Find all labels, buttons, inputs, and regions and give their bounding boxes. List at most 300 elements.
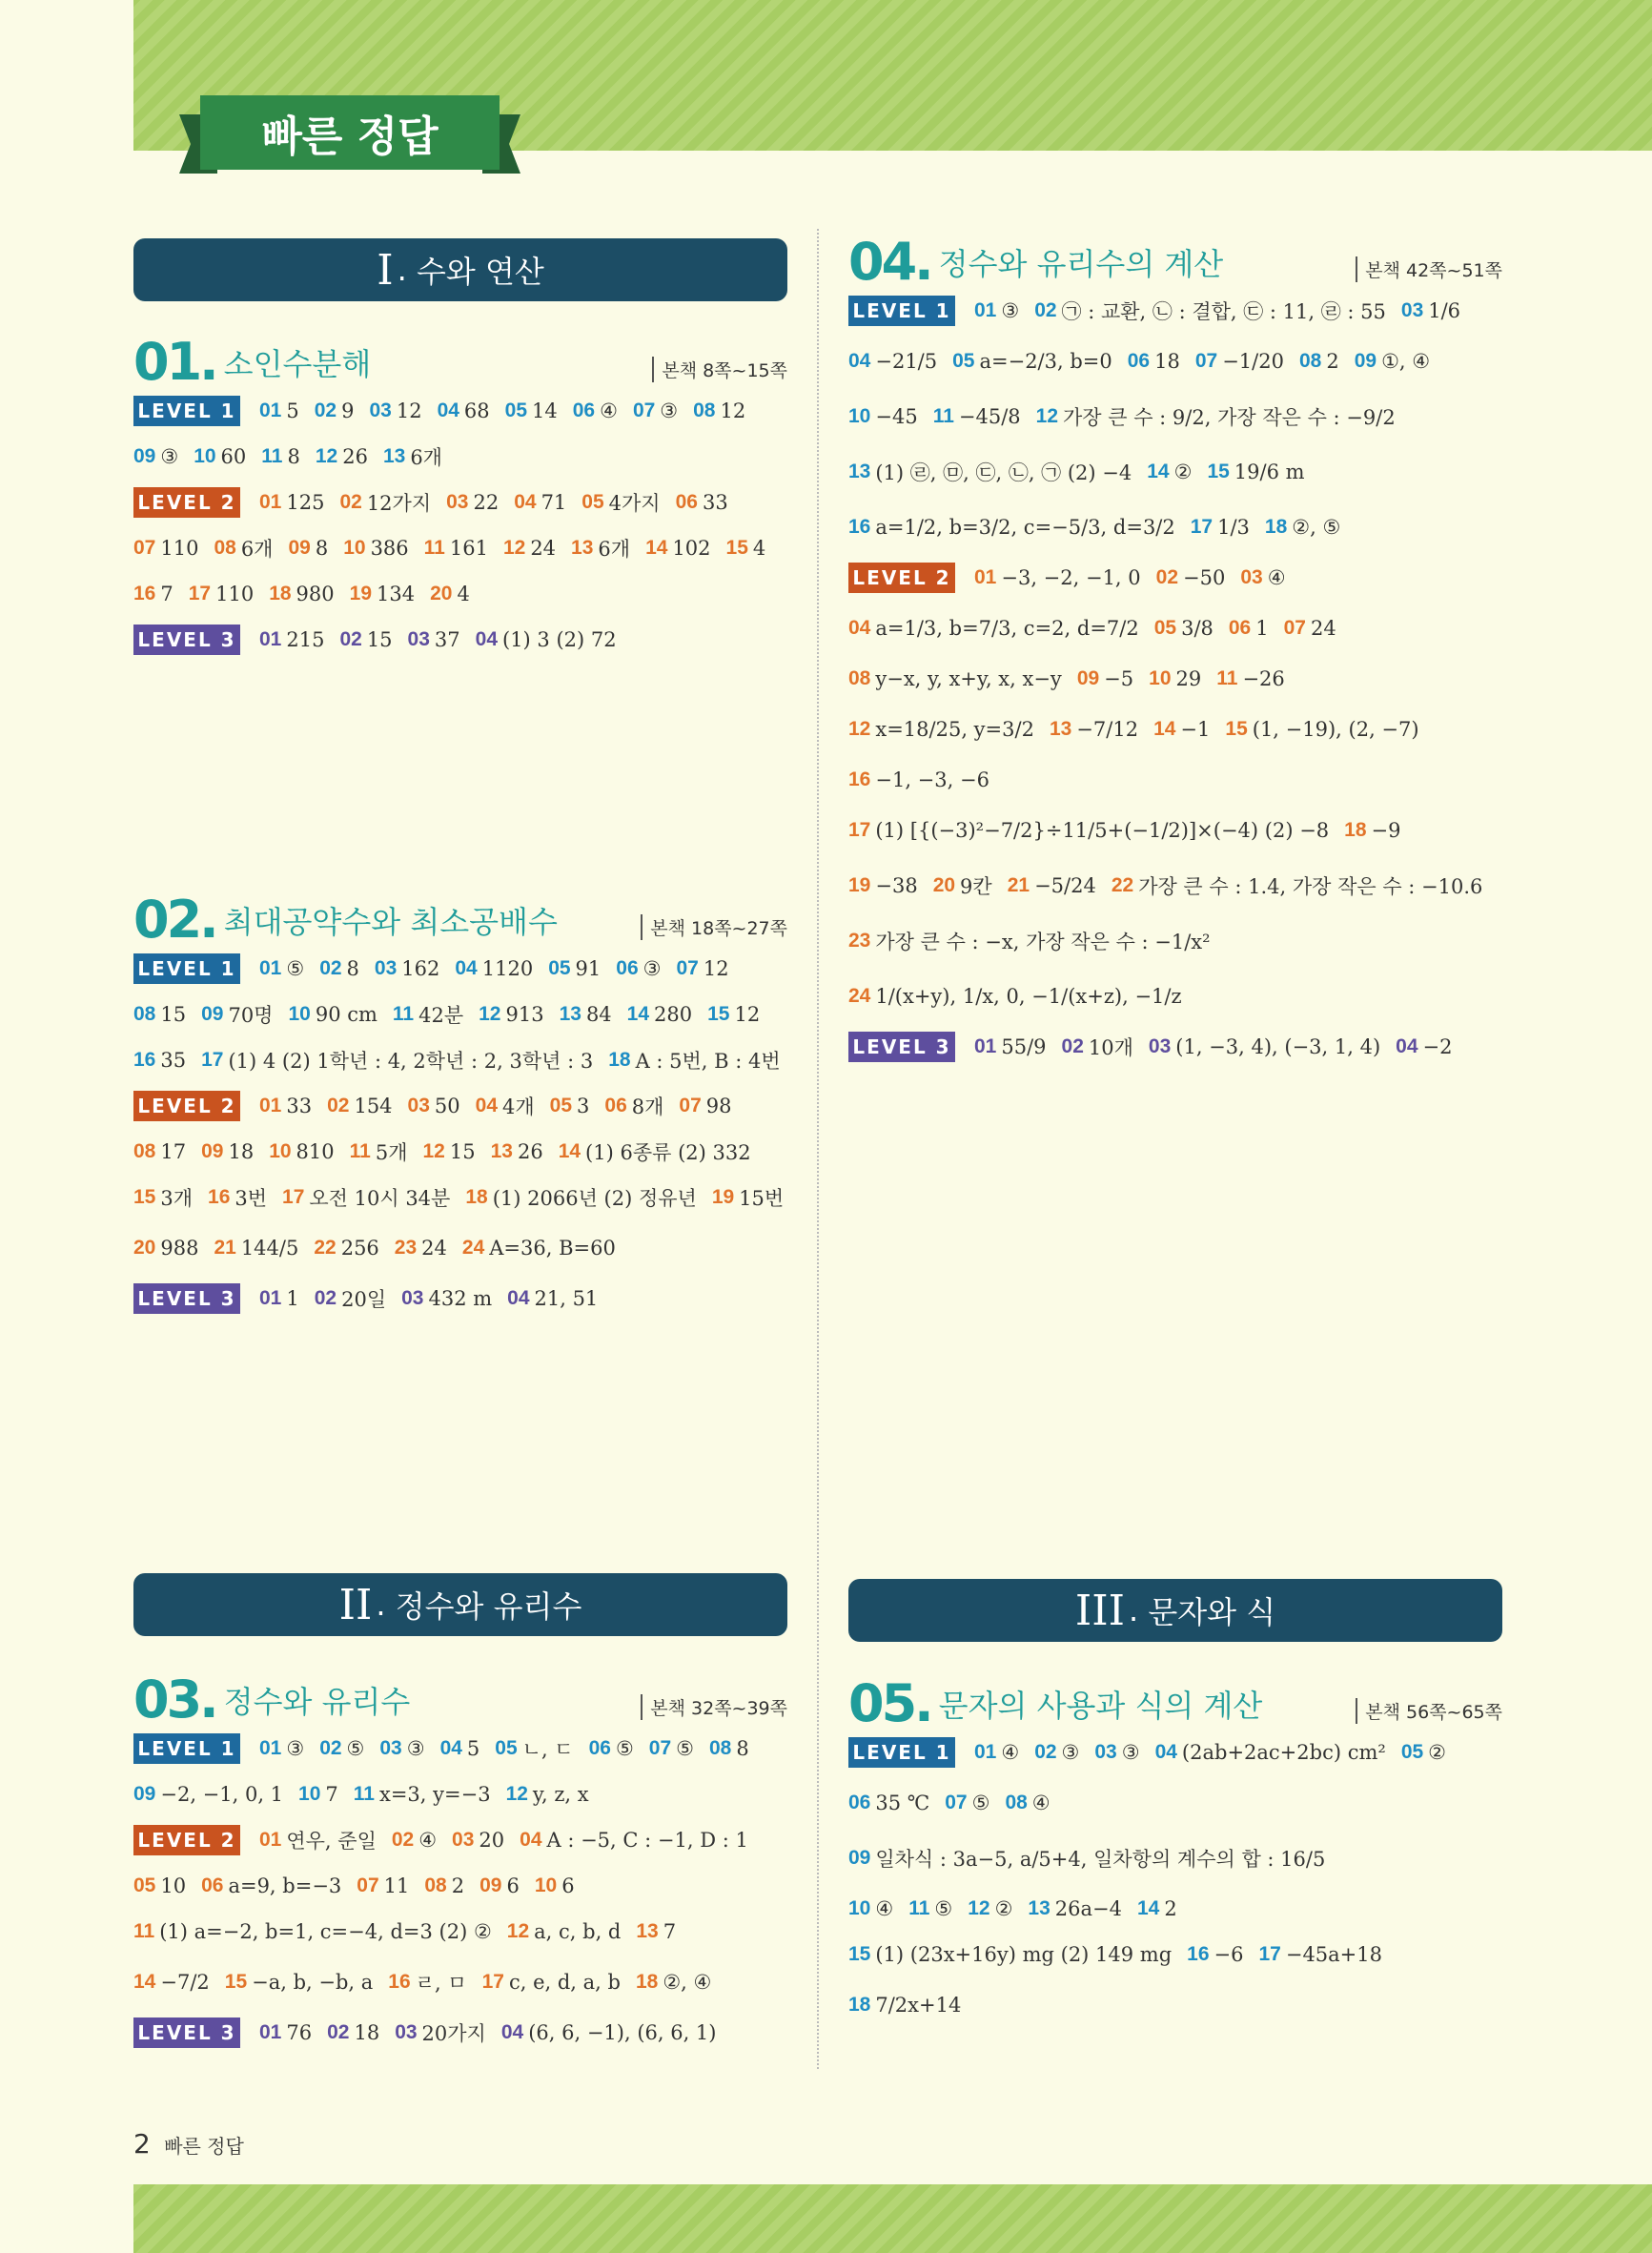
answer-line bbox=[133, 571, 787, 617]
question-number: 21 bbox=[214, 1237, 236, 1259]
question-number: 05 bbox=[1153, 617, 1177, 639]
chapter-banner-3 bbox=[848, 1579, 1502, 1642]
answer-value: 26 bbox=[517, 1140, 543, 1163]
answer-item bbox=[1062, 1033, 1133, 1061]
answer-item bbox=[288, 1003, 377, 1026]
question-number: 01 bbox=[974, 1741, 997, 1763]
answer-item bbox=[395, 2018, 486, 2047]
question-number: 12 bbox=[848, 718, 871, 740]
question-number: 07 bbox=[945, 1792, 968, 1813]
question-number: 07 bbox=[1194, 350, 1218, 372]
answer-value: 5개 bbox=[375, 1141, 408, 1164]
answer-value: 8 bbox=[736, 1737, 749, 1760]
answer-item bbox=[559, 1137, 751, 1166]
answer-value: −7/12 bbox=[1076, 718, 1139, 741]
answer-value: 12 bbox=[703, 957, 729, 980]
question-number: 01 bbox=[259, 399, 282, 421]
section-title: 최대공약수와 최소공배수 bbox=[223, 904, 558, 940]
page-footer bbox=[133, 2128, 244, 2160]
footer-label: 빠른 정답 bbox=[164, 2135, 244, 2158]
question-number: 06 bbox=[572, 399, 596, 421]
answer-item bbox=[133, 537, 198, 560]
answer-value: 18 bbox=[228, 1140, 255, 1163]
answer-value: a=1/3, b=7/3, c=2, d=7/2 bbox=[875, 617, 1139, 640]
question-number: 12 bbox=[422, 1140, 445, 1162]
answer-value: 60 bbox=[220, 445, 247, 468]
question-number: 02 bbox=[339, 628, 362, 650]
answer-item bbox=[438, 399, 490, 422]
question-number: 04 bbox=[439, 1737, 462, 1759]
question-number: 18 bbox=[635, 1971, 659, 1993]
question-number: 17 bbox=[201, 1049, 224, 1071]
chapter-roman: II bbox=[338, 1580, 373, 1629]
answer-item bbox=[319, 957, 359, 980]
answer-value: 4 bbox=[457, 583, 470, 605]
answer-item bbox=[401, 1287, 492, 1310]
chapter-dot: . bbox=[376, 1587, 386, 1623]
answer-value: (1) 3 (2) 72 bbox=[502, 628, 617, 651]
answer-value: 6개 bbox=[410, 446, 442, 469]
answer-value: ㄴ, ㄷ bbox=[521, 1738, 574, 1761]
answer-value: ②, ④ bbox=[663, 1971, 712, 1994]
question-number: 13 bbox=[1028, 1897, 1050, 1919]
answer-value: 134 bbox=[377, 583, 416, 605]
answer-item bbox=[848, 458, 1132, 486]
answer-item bbox=[1265, 516, 1340, 539]
answer-item bbox=[514, 491, 566, 514]
question-number: 06 bbox=[1228, 617, 1252, 639]
answer-value: −2 bbox=[1422, 1035, 1453, 1058]
section-03 bbox=[133, 1667, 787, 2056]
question-number: 16 bbox=[848, 768, 871, 790]
chapter-title: 문자와 식 bbox=[1148, 1594, 1276, 1630]
answer-value: 110 bbox=[160, 537, 199, 560]
answer-value: 7/2x+14 bbox=[875, 1994, 962, 2017]
answer-value: 4가지 bbox=[608, 492, 661, 515]
answer-line bbox=[848, 601, 1502, 656]
answer-item bbox=[627, 1003, 692, 1026]
answer-item bbox=[314, 1237, 378, 1260]
level-badge: LEVEL 2 bbox=[133, 1091, 240, 1121]
answer-value: 1 bbox=[286, 1287, 299, 1310]
answer-line bbox=[848, 757, 1502, 803]
question-number: 01 bbox=[259, 1829, 282, 1851]
question-number: 07 bbox=[357, 1874, 379, 1896]
question-number: 05 bbox=[504, 399, 528, 421]
answer-item bbox=[201, 1874, 341, 1897]
answer-value: 125 bbox=[286, 491, 325, 514]
answer-value: 24 bbox=[421, 1237, 447, 1260]
answer-item bbox=[133, 1237, 198, 1260]
answer-item bbox=[1284, 617, 1336, 640]
answer-line bbox=[133, 1037, 787, 1083]
answer-item bbox=[261, 445, 300, 468]
question-number: 14 bbox=[1147, 461, 1170, 482]
question-number: 10 bbox=[194, 445, 216, 467]
answer-line bbox=[133, 525, 787, 571]
question-number: 06 bbox=[604, 1095, 627, 1116]
question-number: 06 bbox=[1127, 350, 1151, 372]
question-number: 15 bbox=[1207, 461, 1230, 482]
answer-item bbox=[1156, 566, 1226, 589]
answer-value: (1) 4 (2) 1학년 : 4, 2학년 : 2, 3학년 : 3 bbox=[228, 1050, 594, 1073]
question-number: 23 bbox=[394, 1237, 418, 1259]
question-number: 16 bbox=[1187, 1943, 1210, 1965]
answer-value: (1, −3, 4), (−3, 1, 4) bbox=[1175, 1035, 1381, 1058]
answer-value: 102 bbox=[672, 537, 711, 560]
answer-line bbox=[848, 1024, 1502, 1070]
answer-item bbox=[560, 1003, 612, 1026]
answer-value: 913 bbox=[505, 1003, 544, 1026]
question-number: 03 bbox=[407, 1095, 430, 1116]
answer-item bbox=[316, 445, 368, 468]
answer-value: 가장 큰 수 : 1.4, 가장 작은 수 : −10.6 bbox=[1138, 875, 1483, 898]
answer-value: 90 cm bbox=[315, 1003, 377, 1026]
page-reference: 본책 56쪽~65쪽 bbox=[1356, 1698, 1502, 1724]
answer-item bbox=[392, 1829, 437, 1852]
question-number: 12 bbox=[502, 537, 526, 559]
answer-item bbox=[848, 1897, 893, 1920]
question-number: 11 bbox=[261, 445, 283, 467]
answer-item bbox=[269, 583, 334, 605]
answer-item bbox=[133, 1920, 492, 1943]
answer-item bbox=[945, 1792, 989, 1814]
answer-value: ⑤ bbox=[676, 1737, 694, 1760]
answer-item bbox=[1396, 1035, 1452, 1058]
answer-value: (1) (23x+16y) mg (2) 149 mg bbox=[875, 1943, 1173, 1966]
answer-value: 가장 큰 수 : 9/2, 가장 작은 수 : −9/2 bbox=[1063, 406, 1396, 429]
answer-line bbox=[848, 389, 1502, 444]
answer-value: 22 bbox=[473, 491, 500, 514]
section-header bbox=[848, 1670, 1502, 1733]
answer-item bbox=[974, 299, 1019, 322]
answer-value: (1) 6종류 (2) 332 bbox=[585, 1141, 751, 1164]
question-number: 03 bbox=[1094, 1741, 1117, 1763]
question-number: 09 bbox=[848, 1847, 871, 1869]
bottom-stripe-band bbox=[133, 2184, 1652, 2253]
question-number: 04 bbox=[1396, 1035, 1418, 1057]
question-number: 16 bbox=[133, 1049, 156, 1071]
answer-item bbox=[491, 1140, 543, 1163]
answer-item bbox=[535, 1874, 575, 1897]
answer-item bbox=[1149, 667, 1201, 690]
answer-value: 1/3 bbox=[1217, 516, 1250, 539]
answer-item bbox=[133, 445, 178, 468]
answer-line bbox=[848, 288, 1502, 334]
answer-item bbox=[465, 1183, 696, 1212]
answer-item bbox=[1005, 1792, 1050, 1814]
answer-value: ③ bbox=[160, 445, 179, 468]
answer-item bbox=[1077, 667, 1133, 690]
question-number: 16 bbox=[208, 1186, 231, 1208]
answer-item bbox=[259, 1826, 377, 1854]
answer-item bbox=[520, 1829, 748, 1852]
answer-item bbox=[379, 1737, 424, 1760]
question-number: 13 bbox=[490, 1140, 513, 1162]
answer-value: 14 bbox=[532, 399, 558, 422]
answer-line bbox=[133, 1220, 787, 1276]
answer-line bbox=[848, 1886, 1502, 1932]
answer-value: 215 bbox=[286, 628, 325, 651]
question-number: 04 bbox=[500, 2021, 524, 2043]
answer-item bbox=[214, 1237, 298, 1260]
answer-item bbox=[1112, 871, 1483, 900]
question-number: 12 bbox=[506, 1920, 530, 1942]
answer-line bbox=[133, 1276, 787, 1321]
answer-value: ④ bbox=[1001, 1741, 1020, 1764]
answer-value: ⑤ bbox=[934, 1897, 953, 1920]
answer-value: 256 bbox=[340, 1237, 379, 1260]
answer-item bbox=[573, 399, 618, 422]
answer-item bbox=[343, 537, 408, 560]
answer-item bbox=[848, 516, 1175, 539]
question-number: 08 bbox=[1298, 350, 1322, 372]
answer-item bbox=[395, 1237, 447, 1260]
answer-item bbox=[315, 1284, 386, 1313]
section-title: 정수와 유리수의 계산 bbox=[938, 246, 1224, 282]
answer-item bbox=[726, 537, 766, 560]
question-number: 18 bbox=[1344, 819, 1367, 841]
answer-item bbox=[1216, 667, 1285, 690]
question-number: 06 bbox=[201, 1874, 224, 1896]
question-number: 07 bbox=[632, 399, 656, 421]
answer-value: c, e, d, a, b bbox=[508, 1971, 621, 1994]
answer-value: (1) [{(−3)²−7/2}÷11/5+(−1/2)]×(−4) (2) −8 bbox=[875, 819, 1330, 842]
answer-value: 55/9 bbox=[1001, 1035, 1047, 1058]
answer-item bbox=[315, 399, 355, 422]
answer-value: 1120 bbox=[481, 957, 534, 980]
level-badge: LEVEL 2 bbox=[848, 563, 955, 593]
question-number: 04 bbox=[475, 1095, 498, 1116]
answer-value: 71 bbox=[540, 491, 567, 514]
answer-item bbox=[505, 399, 558, 422]
answer-item bbox=[571, 534, 630, 563]
answer-item bbox=[430, 583, 470, 605]
answer-item bbox=[589, 1737, 634, 1760]
answer-value: 15 bbox=[160, 1003, 187, 1026]
answer-item bbox=[848, 1943, 1172, 1966]
answer-value: ③ bbox=[660, 399, 679, 422]
answer-item bbox=[350, 1137, 408, 1166]
answer-value: A : −5, C : −1, D : 1 bbox=[546, 1829, 748, 1852]
level-badge: LEVEL 1 bbox=[133, 396, 240, 426]
answer-value: 8 bbox=[315, 537, 329, 560]
answer-value: 432 m bbox=[428, 1287, 493, 1310]
answer-value: 2 bbox=[1164, 1897, 1177, 1920]
answer-value: ④ bbox=[1031, 1792, 1050, 1814]
question-number: 22 bbox=[1111, 874, 1134, 896]
answer-value: 17 bbox=[160, 1140, 187, 1163]
answer-item bbox=[383, 442, 442, 471]
answer-item bbox=[709, 1737, 749, 1760]
section-05 bbox=[848, 1670, 1502, 2033]
answer-value: ⑤ bbox=[971, 1792, 990, 1814]
answer-value: ⑤ bbox=[615, 1737, 634, 1760]
answer-item bbox=[479, 1874, 520, 1897]
answer-value: −7/2 bbox=[160, 1971, 210, 1994]
answer-item bbox=[259, 2021, 312, 2044]
answer-item bbox=[1355, 350, 1430, 373]
level-badge: LEVEL 1 bbox=[848, 1737, 955, 1768]
answer-line bbox=[133, 1726, 787, 1772]
question-number: 24 bbox=[461, 1237, 485, 1259]
answer-value: ⑤ bbox=[286, 957, 305, 980]
answer-item bbox=[393, 1000, 463, 1029]
answer-item bbox=[423, 1140, 476, 1163]
chapter-banner-2 bbox=[133, 1573, 787, 1636]
section-number: 01. bbox=[133, 332, 216, 392]
answer-item bbox=[1128, 350, 1180, 373]
answer-item bbox=[259, 1737, 304, 1760]
question-number: 15 bbox=[707, 1003, 730, 1025]
answer-line bbox=[848, 1730, 1502, 1775]
answer-value: −45a+18 bbox=[1285, 1943, 1382, 1966]
question-number: 09 bbox=[1076, 667, 1100, 689]
answer-value: 6개 bbox=[240, 538, 274, 561]
answer-item bbox=[369, 399, 421, 422]
answer-value: 15번 bbox=[739, 1187, 785, 1210]
answer-value: (1, −19), (2, −7) bbox=[1252, 718, 1419, 741]
answer-value: 9칸 bbox=[960, 875, 992, 898]
chapter-dot: . bbox=[1128, 1592, 1139, 1628]
question-number: 18 bbox=[269, 583, 292, 604]
question-number: 14 bbox=[1136, 1897, 1160, 1919]
answer-value: 91 bbox=[575, 957, 602, 980]
answer-value: (2ab+2ac+2bc) cm² bbox=[1181, 1741, 1386, 1764]
answer-value: 154 bbox=[354, 1095, 393, 1117]
level-badge: LEVEL 3 bbox=[133, 625, 240, 655]
answer-item bbox=[848, 819, 1329, 842]
answer-value: 810 bbox=[296, 1140, 335, 1163]
question-number: 07 bbox=[679, 1095, 702, 1116]
answer-item bbox=[636, 1920, 676, 1943]
question-number: 06 bbox=[588, 1737, 611, 1759]
answer-value: 12가지 bbox=[366, 492, 432, 515]
answer-item bbox=[133, 1003, 186, 1026]
answer-item bbox=[848, 1844, 1325, 1873]
answer-value: 1/(x+y), 1/x, 0, −1/(x+z), −1/z bbox=[875, 985, 1182, 1008]
answer-item bbox=[1094, 1741, 1139, 1764]
question-number: 13 bbox=[571, 537, 594, 559]
answer-value: −6 bbox=[1214, 1943, 1244, 1966]
answer-value: ③ bbox=[1001, 299, 1020, 322]
question-number: 04 bbox=[1154, 1741, 1177, 1763]
answer-item bbox=[712, 1183, 784, 1212]
answer-item bbox=[452, 1829, 504, 1852]
question-number: 11 bbox=[423, 537, 445, 559]
question-number: 08 bbox=[708, 1737, 732, 1759]
section-number: 02. bbox=[133, 890, 216, 950]
answer-value: 11 bbox=[383, 1874, 410, 1897]
section-number: 04. bbox=[848, 232, 931, 292]
question-number: 09 bbox=[1354, 350, 1377, 372]
question-number: 03 bbox=[452, 1829, 475, 1851]
answer-value: 35 bbox=[160, 1049, 187, 1072]
question-number: 03 bbox=[395, 2021, 418, 2043]
answer-value: 18 bbox=[1154, 350, 1180, 373]
answer-value: −1, −3, −6 bbox=[875, 768, 989, 791]
answer-item bbox=[298, 1783, 338, 1806]
question-number: 20 bbox=[932, 874, 956, 896]
answer-value: 26a−4 bbox=[1054, 1897, 1122, 1920]
question-number: 01 bbox=[259, 957, 282, 979]
answer-item bbox=[408, 1095, 460, 1117]
question-number: 05 bbox=[1400, 1741, 1424, 1763]
answer-item bbox=[645, 537, 710, 560]
answer-item bbox=[1034, 297, 1386, 325]
answer-value: x=18/25, y=3/2 bbox=[875, 718, 1034, 741]
level-badge: LEVEL 3 bbox=[848, 1032, 955, 1062]
answer-value: 8개 bbox=[631, 1096, 664, 1118]
answer-item bbox=[707, 1003, 760, 1026]
level-badge: LEVEL 1 bbox=[133, 1733, 240, 1764]
answer-item bbox=[339, 628, 392, 651]
answer-item bbox=[1036, 402, 1396, 431]
page-reference: 본책 42쪽~51쪽 bbox=[1356, 256, 1502, 282]
answer-item bbox=[133, 1140, 186, 1163]
answer-value: ③ bbox=[1121, 1741, 1140, 1764]
answer-item bbox=[1137, 1897, 1177, 1920]
answer-item bbox=[269, 1140, 334, 1163]
answer-item bbox=[201, 1140, 254, 1163]
answer-value: 18 bbox=[354, 2021, 380, 2044]
answer-item bbox=[133, 1183, 193, 1212]
answer-value: −45/8 bbox=[958, 405, 1021, 428]
answer-line bbox=[848, 969, 1502, 1024]
answer-value: 1 bbox=[1255, 617, 1269, 640]
answer-item bbox=[259, 628, 324, 651]
question-number: 04 bbox=[848, 617, 871, 639]
question-number: 02 bbox=[1034, 1741, 1057, 1763]
answer-item bbox=[1207, 461, 1304, 483]
answer-item bbox=[462, 1237, 616, 1260]
question-number: 19 bbox=[711, 1186, 735, 1208]
question-number: 11 bbox=[932, 405, 954, 427]
section-number: 05. bbox=[848, 1673, 931, 1733]
question-number: 20 bbox=[430, 583, 453, 604]
question-number: 08 bbox=[214, 537, 236, 559]
answer-value: −5/24 bbox=[1034, 874, 1096, 897]
question-number: 06 bbox=[616, 957, 639, 979]
answer-value: 33 bbox=[286, 1095, 313, 1117]
page-number: 2 bbox=[133, 2128, 151, 2160]
answer-value: −5 bbox=[1104, 667, 1134, 690]
answer-item bbox=[1191, 516, 1250, 539]
question-number: 14 bbox=[133, 1971, 156, 1993]
answer-item bbox=[968, 1897, 1012, 1920]
answer-value: 386 bbox=[370, 537, 409, 560]
answer-item bbox=[319, 1737, 364, 1760]
question-number: 18 bbox=[465, 1186, 488, 1208]
question-number: 11 bbox=[353, 1783, 375, 1805]
question-number: 02 bbox=[1034, 299, 1057, 321]
answer-value: −50 bbox=[1183, 566, 1226, 589]
question-number: 03 bbox=[401, 1287, 424, 1309]
answer-item bbox=[259, 491, 324, 514]
answer-item bbox=[506, 1783, 589, 1806]
question-number: 15 bbox=[1225, 718, 1248, 740]
answer-value: 37 bbox=[434, 628, 460, 651]
answer-value: 3번 bbox=[235, 1187, 268, 1210]
answer-item bbox=[375, 957, 439, 980]
question-number: 16 bbox=[848, 516, 871, 538]
answer-value: 7 bbox=[160, 583, 173, 605]
page-reference: 본책 18쪽~27쪽 bbox=[641, 914, 787, 940]
answer-item bbox=[507, 1287, 598, 1310]
question-number: 07 bbox=[676, 957, 699, 979]
question-number: 09 bbox=[133, 445, 156, 467]
answer-value: (6, 6, −1), (6, 6, 1) bbox=[528, 2021, 717, 2044]
